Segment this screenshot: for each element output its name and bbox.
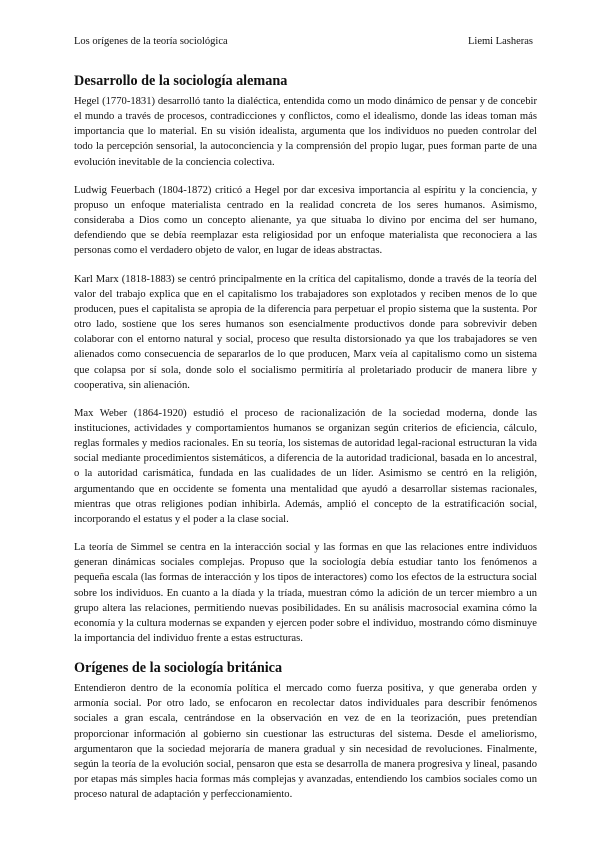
section-heading-german: Desarrollo de la sociología alemana bbox=[74, 73, 288, 89]
paragraph-british: Entendieron dentro de la economía política el mercado como fuerza positiva, y que generaba orden y armonía social. Por otro lado, se enfocaron en recolectar datos individuales para describir fenómenos sociales a gran escala, centrándose en la observación en vez de en la teorización, pues pretendían proporcionar información al gobierno sin cuestionar las estructuras del sistema. Desde el ameliorismo, argumentaron que la sociedad mejoraría de manera gradual y sin necesidad de revoluciones. Finalmente, según la teoría de la evolución social, pensaron que esta se desarrolla de manera progresiva y lineal, pasando por etapas más simples hacia formas más complejas y avanzadas, entendiendo los cambios sociales como un proceso natural de adaptación y perfeccionamiento. bbox=[74, 683, 537, 801]
header-author: Liemi Lasheras bbox=[467, 36, 533, 47]
section-heading-british: Orígenes de la sociología británica bbox=[74, 660, 283, 677]
paragraph-marx: Karl Marx (1818-1883) se centró principalmente en la crítica del capitalismo, donde a través de la teoría del valor del trabajo explica que en el capitalismo los trabajadores son explotados y reciben menos de lo que producen, pues el capitalista se apropia de la diferencia para perpetuar el propio sistema que la sustenta. Por otro lado, sostiene que los seres humanos son esencialmente productivos donde para sobrevivir deben colaborar con el entorno natural y social, proceso que resulta distorsionado ya que los trabajadores se ven alienados como consecuencia de separarlos de lo que producen, Marx veía al capitalismo como un sistema que colapsa por sí sola, donde solo el socialismo permitiría al proletariado producir de manera libre y cooperativa, sin alienación. bbox=[74, 273, 537, 391]
paragraph-simmel: La teoría de Simmel se centra en la interacción social y las formas en que las relaciones entre individuos generan dinámicas sociales complejas. Propuso que la sociología debía estudiar tanto los fenómenos a pequeña escala (las formas de interacción y los tipos de interactores) como los efectos de la estructura social sobre los individuos. En cuanto a la díada y la tríada, muestran cómo la adición de un tercer miembro a un grupo altera las relaciones, permitiendo nuevas posibilidades. En su análisis macrosocial examina cómo la economía y la cultura modernas se expanden y ejercen poder sobre el individuo, mostrando cómo disminuye la importancia del individuo frente a estas estructuras. bbox=[74, 542, 537, 644]
page-header bbox=[74, 35, 533, 48]
paragraph-weber: Max Weber (1864-1920) estudió el proceso de racionalización de la sociedad moderna, donde las instituciones, actividades y comportamientos humanos se organizan según criterios de eficiencia, cálculo, reglas formales y medios racionales. En su teoría, los sistemas de autoridad legal-racional estructuran la vida social mediante procedimientos sistemáticos, a diferencia de la autoridad tradicional, basada en lo ancestral, o la autoridad carismática, fundada en las cualidades de un líder. Asimismo se centró en la religión, argumentando que en occidente se fomenta una mentalidad que ayudó a desarrollar sistemas racionales, mientras que otras religiones podían inhibirla. Además, amplió el concepto de la estratificación social, incorporando el estatus y el poder a la clase social. bbox=[74, 407, 537, 525]
document-body bbox=[74, 73, 537, 802]
paragraph-hegel: Hegel (1770-1831) desarrolló tanto la dialéctica, entendida como un modo dinámico de pensar y de concebir el mundo a través de procesos, contradicciones y conflictos, como el idealismo, donde las ideas toman más importancia que lo material. En su visión idealista, argumenta que los individuos no pueden controlar del todo la percepción sensorial, la autoconciencia y la comprensión del propio lugar, pues forman parte de una evolución inevitable de la conciencia colectiva. bbox=[74, 96, 537, 168]
paragraph-feuerbach: Ludwig Feuerbach (1804-1872) criticó a Hegel por dar excesiva importancia al espíritu y la conciencia, y propuso un enfoque materialista centrado en la realidad concreta de los seres humanos. Asimismo, consideraba a Dios como un concepto alienante, ya que situaba lo divino por encima del ser humano, defendiendo que se debía reemplazar esta religiosidad por un enfoque materialista que reconociera a las personas como el verdadero objeto de valor, en lugar de ideas abstractas. bbox=[74, 184, 537, 257]
header-title: Los orígenes de la teoría sociológica bbox=[74, 36, 228, 47]
